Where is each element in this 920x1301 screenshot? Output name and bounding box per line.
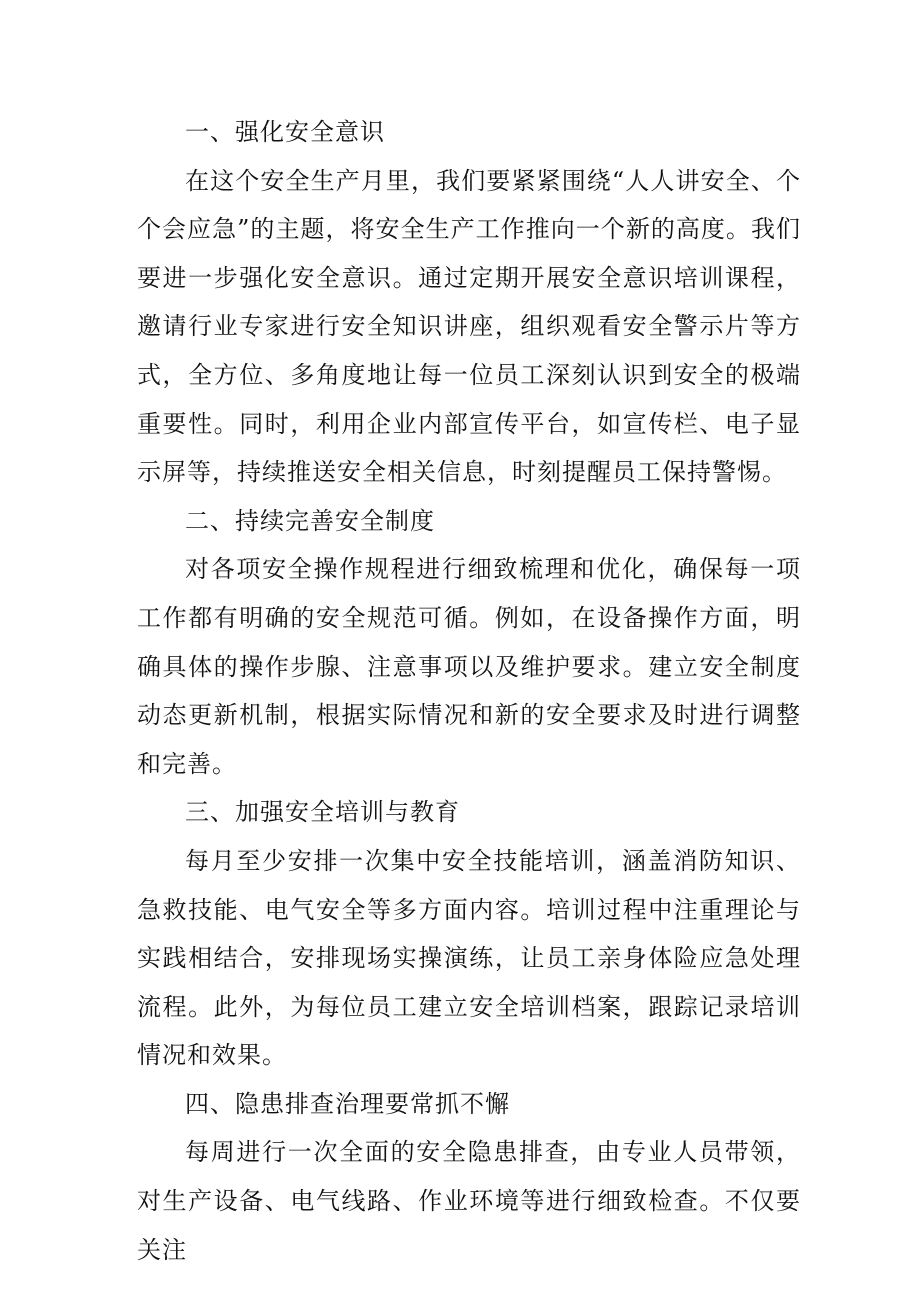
section-paragraph-1: 在这个安全生产月里，我们要紧紧围绕“人人讲安全、个个会应急”的主题，将安全生产工作推向一个新的高度。我们要进一步强化安全意识。通过定期开展安全意识培训课程，邀请行业专家进行安全知识讲座，组织观看安全警示片等方式，全方位、多角度地让每一位员工深刻认识到安全的极端重要性。同时，利用企业内部宣传平台，如宣传栏、电子显示屏等，持续推送安全相关信息，时刻提醒员工保持警惕。 bbox=[137, 166, 801, 487]
section-paragraph-4: 每周进行一次全面的安全隐患排查，由专业人员带领，对生产设备、电气线路、作业环境等进行细致检查。不仅要关注 bbox=[137, 1138, 801, 1264]
document-body bbox=[137, 108, 801, 1274]
section-paragraph-2: 对各项安全操作规程进行细致梳理和优化，确保每一项工作都有明确的安全规范可循。例如，在设备操作方面，明确具体的操作步腺、注意事项以及维护要求。建立安全制度动态更新机制，根据实际情况和新的安全要求及时进行调整和完善。 bbox=[137, 555, 801, 778]
section-heading-3: 三、加强安全培训与教育 bbox=[185, 798, 460, 827]
section-paragraph-3: 每月至少安排一次集中安全技能培训，涵盖消防知识、急救技能、电气安全等多方面内容。培训过程中注重理论与实践相结合，安排现场实操演练，让员工亲身体险应急处理流程。此外，为每位员工建立安全培训档案，跟踪记录培训情况和效果。 bbox=[137, 846, 801, 1070]
section-heading-1: 一、强化安全意识 bbox=[185, 118, 385, 146]
section-heading-4: 四、隐患排查治理要常抓不懈 bbox=[185, 1089, 510, 1118]
section-heading-2: 二、持续完善安全制度 bbox=[185, 506, 435, 535]
